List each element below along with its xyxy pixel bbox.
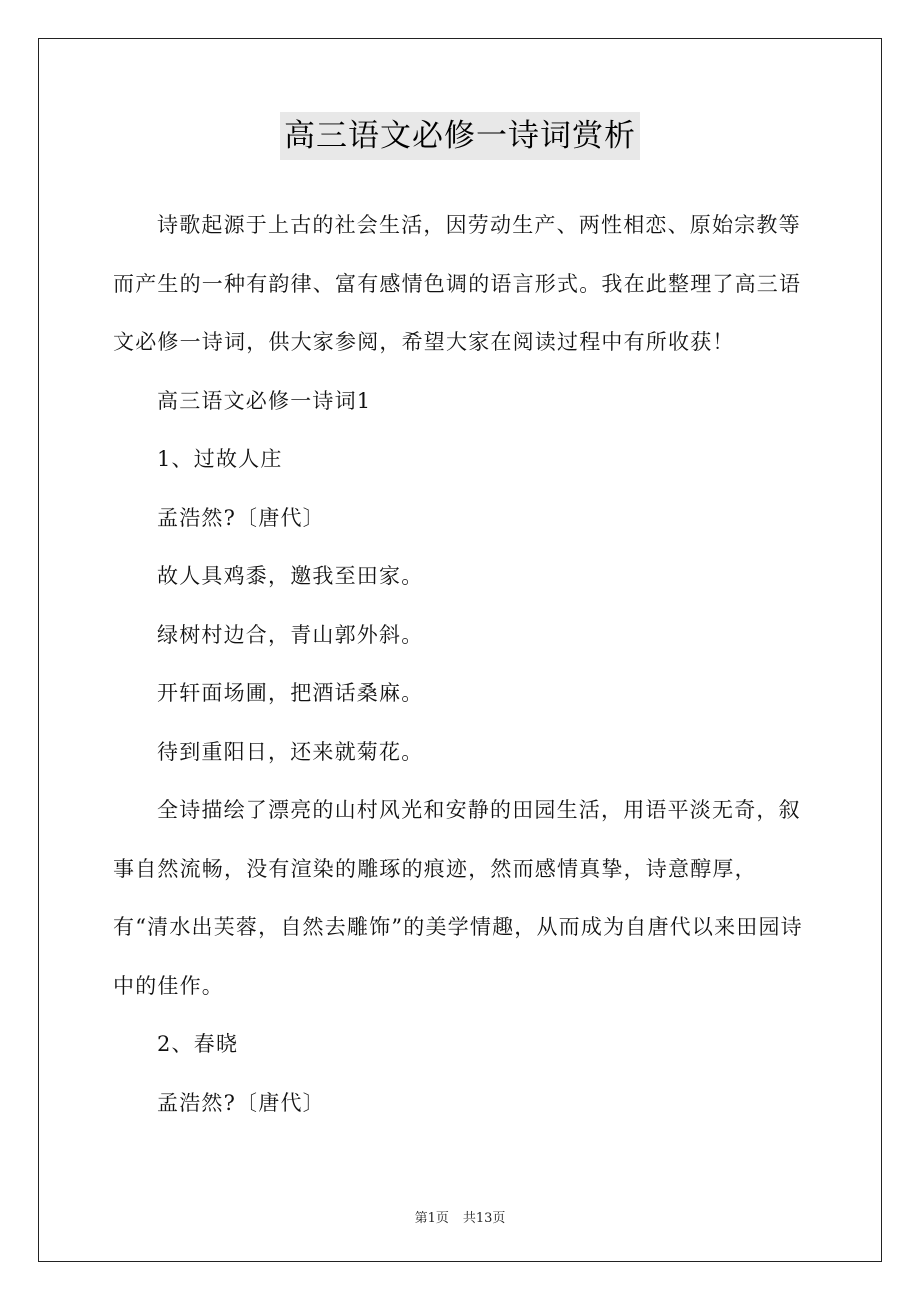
intro-paragraph: 诗歌起源于上古的社会生活，因劳动生产、两性相恋、原始宗教等而产生的一种有韵律、富有感情色调的语言形式。我在此整理了高三语文必修一诗词，供大家参阅，希望大家在阅读过程中有所收获！ [113,213,802,354]
poem-author: 孟浩然?〔唐代〕 [157,505,325,530]
analysis-paragraph: 全诗描绘了漂亮的山村风光和安静的田园生活，用语平淡无奇，叙事自然流畅，没有渲染的雕琢的痕迹，然而感情真挚，诗意醇厚，有“清水出芙蓉，自然去雕饰”的美学情趣，从而成为自唐代以来田园诗中的佳作。 [113,798,803,998]
poem-line: 故人具鸡黍，邀我至田家。 [157,564,424,588]
document-title: 高三语文必修一诗词赏析 [280,112,640,160]
page-number: 第1页 [414,1211,449,1226]
poem-line: 开轩面场圃，把酒话桑麻。 [157,681,424,705]
poem-line: 绿树村边合，青山郭外斜。 [157,622,424,647]
section-heading: 高三语文必修一诗词1 [157,388,372,413]
poem-title: 2、春晓 [157,1032,239,1056]
document-title-wrapper [0,112,920,160]
poem-author: 孟浩然?〔唐代〕 [157,1090,325,1115]
poem-line: 待到重阳日，还来就菊花。 [157,739,424,764]
poem-title: 1、过故人庄 [157,447,283,471]
page-total: 共13页 [462,1211,506,1226]
document-body [113,196,813,1132]
page-footer [0,1207,920,1226]
